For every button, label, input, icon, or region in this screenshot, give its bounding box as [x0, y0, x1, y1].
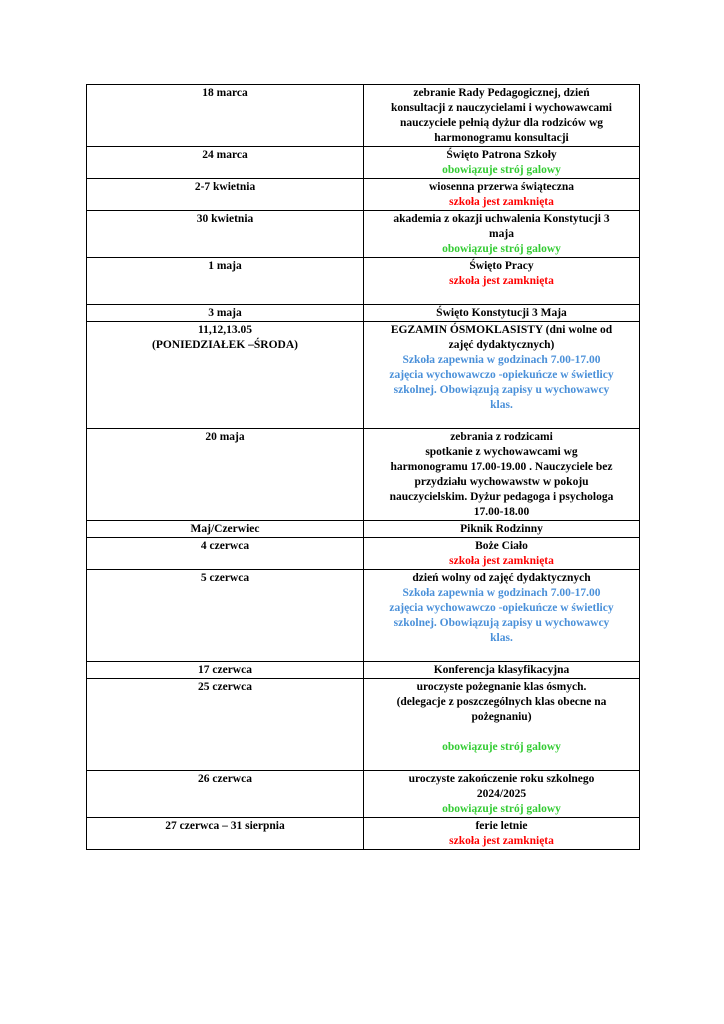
- table-row: [87, 818, 640, 850]
- event-text: Święto Pracy: [469, 260, 534, 272]
- spacer-line: [370, 725, 633, 740]
- date-cell: [87, 538, 364, 570]
- school-calendar-table: [86, 84, 640, 850]
- table-row: [87, 322, 640, 429]
- table-row: [87, 570, 640, 662]
- event-text: szkolnej. Obowiązują zapisy u wychowawcy: [393, 384, 610, 396]
- date-text: 18 marca: [202, 87, 248, 99]
- date-text: 25 czerwca: [198, 681, 252, 693]
- event-text: obowiązuje strój galowy: [442, 803, 561, 815]
- event-text: szkoła jest zamknięta: [449, 555, 554, 567]
- date-text: 4 czerwca: [200, 540, 250, 552]
- event-text: zebrania z rodzicami: [450, 431, 553, 443]
- table-row: [87, 179, 640, 211]
- event-cell: [364, 521, 640, 538]
- table-row: [87, 147, 640, 179]
- event-text: 17.00-18.00: [473, 506, 530, 518]
- event-cell: [364, 771, 640, 818]
- event-text: obowiązuje strój galowy: [442, 741, 561, 753]
- event-text: nauczycielskim. Dyżur pedagoga i psychologa: [389, 491, 614, 503]
- event-text: (delegacje z poszczególnych klas obecne na: [396, 696, 607, 708]
- event-text: harmonogramu 17.00-19.00 . Nauczyciele bez: [390, 461, 613, 473]
- table-row: [87, 429, 640, 521]
- event-text: obowiązuje strój galowy: [442, 243, 561, 255]
- event-text: szkoła jest zamknięta: [449, 196, 554, 208]
- event-cell: [364, 179, 640, 211]
- date-text: 17 czerwca: [198, 664, 252, 676]
- event-text: Szkoła zapewnia w godzinach 7.00-17.00: [402, 354, 601, 366]
- event-cell: [364, 258, 640, 305]
- event-text: uroczyste pożegnanie klas ósmych.: [416, 681, 587, 693]
- event-text: Boże Ciało: [475, 540, 528, 552]
- date-text: 3 maja: [208, 307, 242, 319]
- date-text: 11,12,13.05: [198, 324, 252, 336]
- date-cell: [87, 211, 364, 258]
- event-text: wiosenna przerwa świąteczna: [428, 181, 574, 193]
- event-text: obowiązuje strój galowy: [442, 164, 561, 176]
- event-text: uroczyste zakończenie roku szkolnego: [408, 773, 595, 785]
- table-row: [87, 305, 640, 322]
- event-text: szkolnej. Obowiązują zapisy u wychowawcy: [393, 617, 610, 629]
- event-text: klas.: [490, 399, 513, 411]
- event-text: spotkanie z wychowawcami wg: [425, 446, 578, 458]
- event-cell: [364, 429, 640, 521]
- school-calendar-body: [87, 85, 640, 850]
- event-text: pożegnaniu): [471, 711, 532, 723]
- event-text: Święto Patrona Szkoły: [446, 149, 557, 161]
- event-text: dzień wolny od zajęć dydaktycznych: [412, 572, 591, 584]
- table-row: [87, 538, 640, 570]
- date-text: (PONIEDZIAŁEK –ŚRODA): [151, 339, 298, 351]
- date-text: Maj/Czerwiec: [190, 523, 260, 535]
- event-text: nauczyciele pełnią dyżur dla rodziców wg: [399, 117, 604, 129]
- event-text: maja: [489, 228, 514, 240]
- date-cell: [87, 818, 364, 850]
- table-row: [87, 679, 640, 771]
- event-cell: [364, 85, 640, 147]
- event-cell: [364, 818, 640, 850]
- event-cell: [364, 662, 640, 679]
- event-text: Święto Konstytucji 3 Maja: [436, 307, 567, 319]
- event-text: Piknik Rodzinny: [460, 523, 543, 535]
- date-cell: [87, 679, 364, 771]
- table-row: [87, 85, 640, 147]
- date-text: 20 maja: [205, 431, 245, 443]
- spacer-line: [370, 289, 633, 304]
- spacer-line: [370, 755, 633, 770]
- event-text: Szkoła zapewnia w godzinach 7.00-17.00: [402, 587, 601, 599]
- date-text: 1 maja: [208, 260, 242, 272]
- event-text: zajęcia wychowawczo -opiekuńcze w świetlicy: [389, 369, 614, 381]
- date-cell: [87, 521, 364, 538]
- date-cell: [87, 147, 364, 179]
- event-text: zajęć dydaktycznych): [448, 339, 555, 351]
- date-text: 26 czerwca: [198, 773, 252, 785]
- event-cell: [364, 322, 640, 429]
- date-cell: [87, 85, 364, 147]
- event-text: Konferencja klasyfikacyjna: [433, 664, 570, 676]
- event-text: 2024/2025: [476, 788, 527, 800]
- table-row: [87, 521, 640, 538]
- date-text: 27 czerwca – 31 sierpnia: [165, 820, 285, 832]
- date-text: 2-7 kwietnia: [194, 181, 256, 193]
- event-text: zebranie Rady Pedagogicznej, dzień: [413, 87, 590, 99]
- date-text: 30 kwietnia: [196, 213, 254, 225]
- event-cell: [364, 570, 640, 662]
- date-cell: [87, 179, 364, 211]
- date-cell: [87, 305, 364, 322]
- event-cell: [364, 147, 640, 179]
- date-text: 5 czerwca: [200, 572, 250, 584]
- event-text: konsultacji z nauczycielami i wychowawcami: [390, 102, 613, 114]
- event-cell: [364, 211, 640, 258]
- date-cell: [87, 771, 364, 818]
- event-text: szkoła jest zamknięta: [449, 275, 554, 287]
- date-cell: [87, 258, 364, 305]
- table-row: [87, 662, 640, 679]
- event-text: przydziału wychowawstw w pokoju: [414, 476, 589, 488]
- event-text: ferie letnie: [475, 820, 528, 832]
- event-text: szkoła jest zamknięta: [449, 835, 554, 847]
- spacer-line: [370, 646, 633, 661]
- date-cell: [87, 429, 364, 521]
- event-text: EGZAMIN ÓSMOKLASISTY (dni wolne od: [390, 324, 613, 336]
- event-text: akademia z okazji uchwalenia Konstytucji 3: [393, 213, 610, 225]
- table-row: [87, 211, 640, 258]
- spacer-line: [370, 413, 633, 428]
- date-cell: [87, 322, 364, 429]
- event-text: klas.: [490, 632, 513, 644]
- table-row: [87, 771, 640, 818]
- event-cell: [364, 538, 640, 570]
- event-text: zajęcia wychowawczo -opiekuńcze w świetlicy: [389, 602, 614, 614]
- event-cell: [364, 679, 640, 771]
- date-text: 24 marca: [202, 149, 248, 161]
- date-cell: [87, 570, 364, 662]
- event-cell: [364, 305, 640, 322]
- table-row: [87, 258, 640, 305]
- event-text: harmonogramu konsultacji: [434, 132, 569, 144]
- date-cell: [87, 662, 364, 679]
